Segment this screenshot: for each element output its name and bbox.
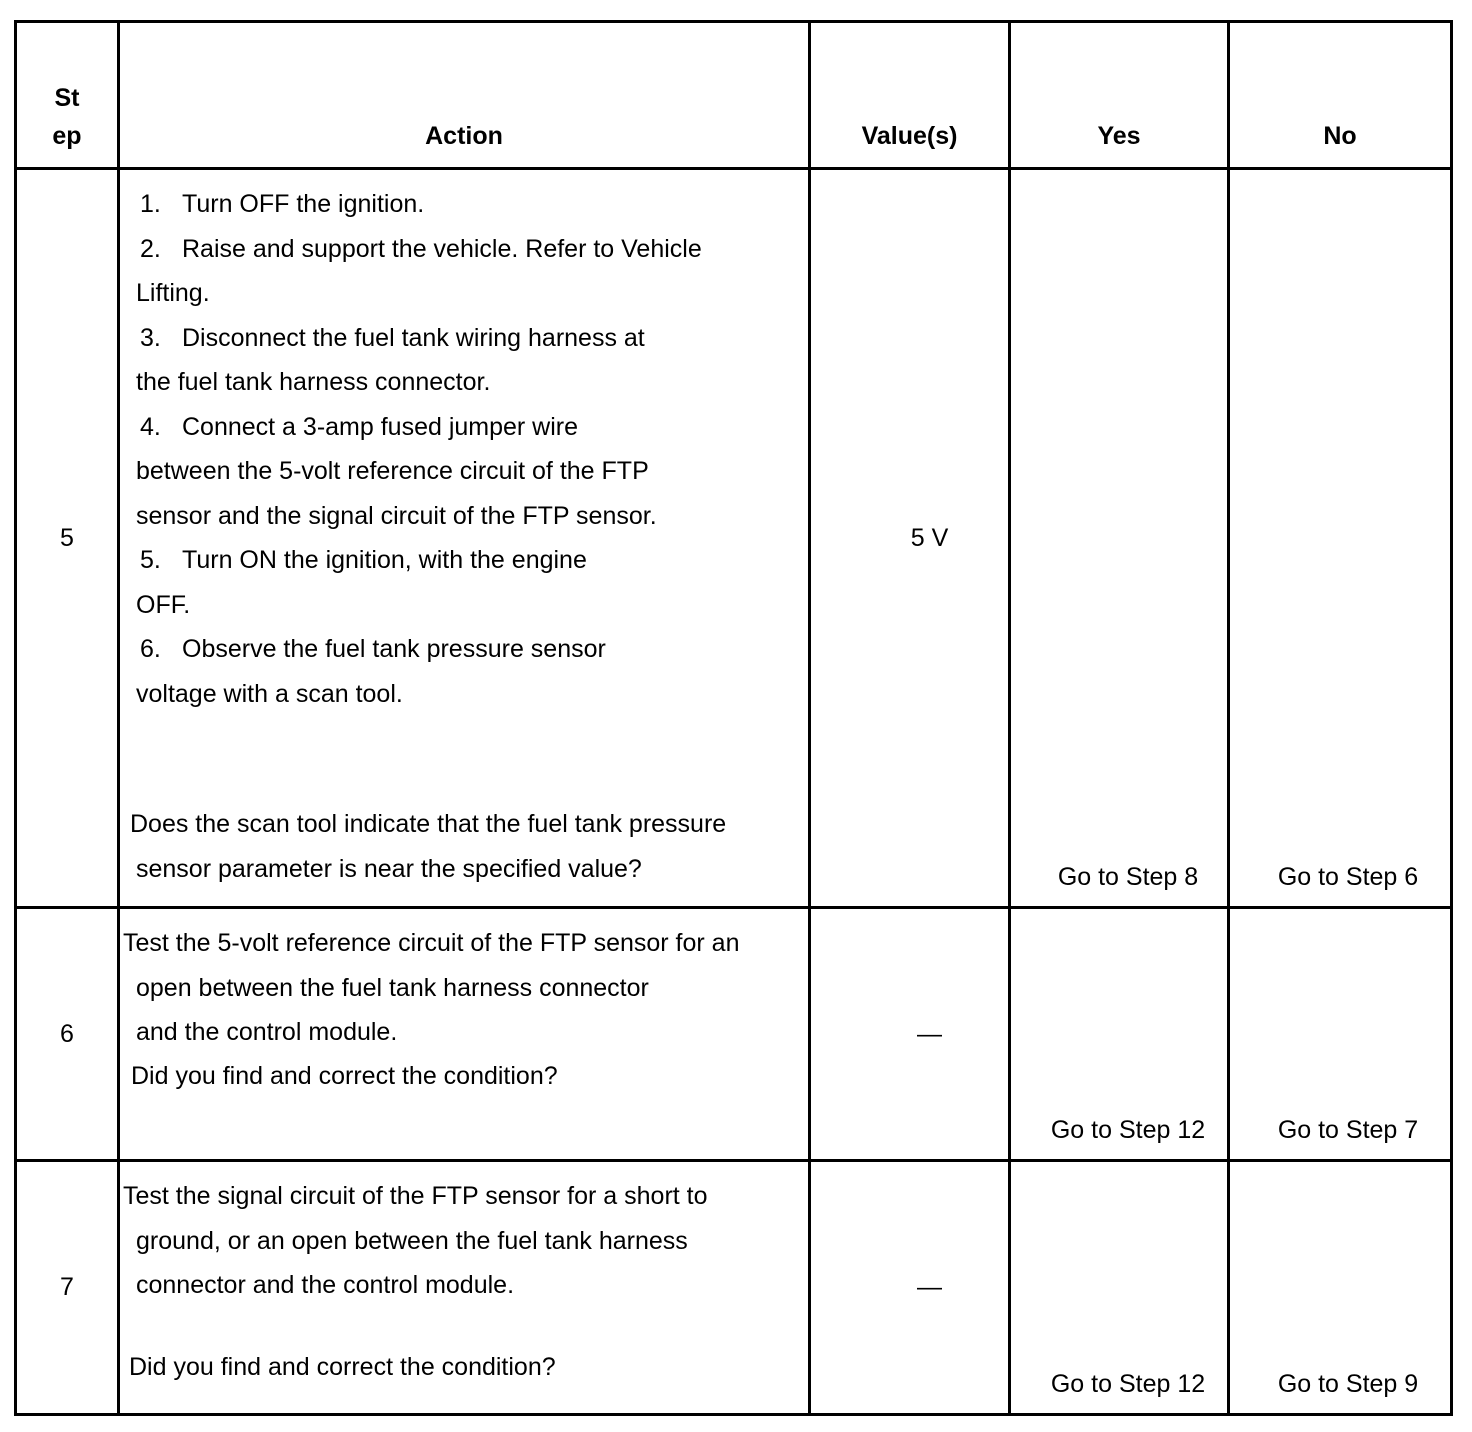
diagnostic-table [14, 20, 1453, 1416]
step-number: 5 [16, 169, 119, 908]
yes-link[interactable]: Go to Step 8 [1010, 169, 1229, 908]
value-cell: — [810, 908, 1010, 1161]
action-step: 2. Raise and support the vehicle. Refer to Vehicle [140, 234, 702, 263]
action-step: 4. Connect a 3-amp fused jumper wire [140, 412, 579, 441]
action-step-continuation: between the 5-volt reference circuit of the FTP [136, 457, 649, 485]
step-number: 7 [16, 1161, 119, 1415]
action-step-continuation: the fuel tank harness connector. [136, 368, 491, 396]
header-no: No [1229, 22, 1452, 169]
action-text: open between the fuel tank harness connector [136, 973, 649, 1002]
action-text: Test the 5-volt reference circuit of the FTP sensor for an [123, 929, 740, 957]
question-text: Does the scan tool indicate that the fuel tank pressure [130, 810, 727, 838]
value-cell: 5 V [810, 169, 1010, 908]
action-step-continuation: Lifting. [136, 279, 210, 307]
table-row [16, 169, 1452, 908]
action-cell [119, 908, 810, 1161]
step-number: 6 [16, 908, 119, 1161]
action-cell [119, 1161, 810, 1415]
action-text: Test the signal circuit of the FTP sensor for a short to [123, 1182, 708, 1210]
no-link[interactable]: Go to Step 6 [1229, 169, 1452, 908]
yes-link[interactable]: Go to Step 12 [1010, 908, 1229, 1161]
table-row [16, 1161, 1452, 1415]
question-text: sensor parameter is near the specified value? [136, 854, 642, 883]
no-link[interactable]: Go to Step 9 [1229, 1161, 1452, 1415]
no-link[interactable]: Go to Step 7 [1229, 908, 1452, 1161]
yes-link[interactable]: Go to Step 12 [1010, 1161, 1229, 1415]
question-text: Did you find and correct the condition? [131, 1061, 558, 1090]
question-text: Did you find and correct the condition? [129, 1352, 556, 1381]
header-step-line1: St [54, 84, 80, 112]
header-action: Action [119, 22, 810, 169]
action-step: 1. Turn OFF the ignition. [140, 190, 425, 218]
header-yes: Yes [1010, 22, 1229, 169]
action-step-continuation: voltage with a scan tool. [136, 679, 403, 708]
value-cell: — [810, 1161, 1010, 1415]
action-step: 6. Observe the fuel tank pressure sensor [140, 635, 606, 663]
action-step-continuation: sensor and the signal circuit of the FTP sensor. [136, 501, 657, 530]
action-step-continuation: OFF. [136, 590, 191, 619]
table-header-row [16, 22, 1452, 169]
table-row [16, 908, 1452, 1161]
header-step-line2: ep [52, 122, 82, 150]
action-text: ground, or an open between the fuel tank harness [136, 1226, 688, 1255]
action-step: 3. Disconnect the fuel tank wiring harness at [140, 323, 645, 352]
action-text: connector and the control module. [136, 1271, 515, 1299]
header-step [16, 22, 119, 169]
action-cell [119, 169, 810, 908]
action-text: and the control module. [136, 1018, 398, 1046]
action-step: 5. Turn ON the ignition, with the engine [140, 546, 587, 574]
header-values: Value(s) [810, 22, 1010, 169]
